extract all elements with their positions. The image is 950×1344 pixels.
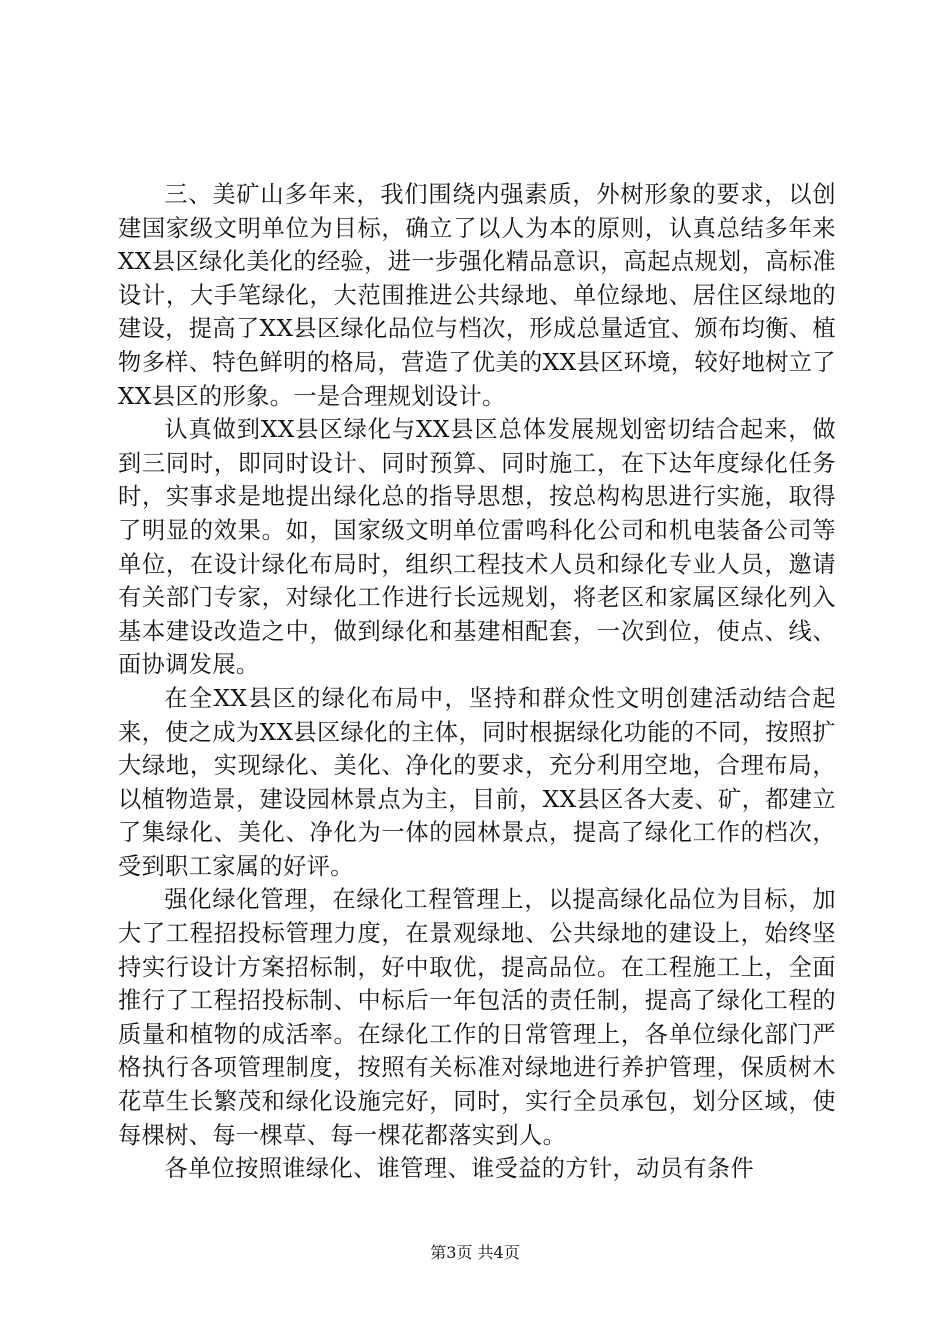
paragraph-1: 三、美矿山多年来，我们围绕内强素质，外树形象的要求，以创建国家级文明单位为目标，确立了以人为本的原则，认真总结多年来XX县区绿化美化的经验，进一步强化精品意识，高起点规划，高标准设计，大手笔绿化，大范围推进公共绿地、单位绿地、居住区绿地的建设，提高了XX县区绿化品位与档次，形成总量适宜、颁布均衡、植物多样、特色鲜明的格局，营造了优美的XX县区环境，较好地树立了XX县区的形象。一是合理规划设计。: [118, 181, 836, 410]
paragraph-2: 认真做到XX县区绿化与XX县区总体发展规划密切结合起来，做到三同时，即同时设计、同时预算、同时施工，在下达年度绿化任务时，实事求是地提出绿化总的指导思想，按总构构思进行实施，取得了明显的效果。如，国家级文明单位雷鸣科化公司和机电装备公司等单位，在设计绿化布局时，组织工程技术人员和绿化专业人员，邀请有关部门专家，对绿化工作进行长远规划，将老区和家属区绿化列入基本建设改造之中，做到绿化和基建相配套，一次到位，使点、线、面协调发展。: [118, 416, 836, 679]
paragraph-3: 在全XX县区的绿化布局中，坚持和群众性文明创建活动结合起来，使之成为XX县区绿化的主体，同时根据绿化功能的不同，按照扩大绿地，实现绿化、美化、净化的要求，充分利用空地，合理布局，以植物造景，建设园林景点为主，目前，XX县区各大麦、矿，都建立了集绿化、美化、净化为一体的园林景点，提高了绿化工作的档次，受到职工家属的好评。: [118, 684, 836, 880]
page-number-footer: 第3页 共4页: [430, 1243, 520, 1262]
paragraph-4: 强化绿化管理，在绿化工程管理上，以提高绿化品位为目标，加大了工程招投标管理力度，在景观绿地、公共绿地的建设上，始终坚持实行设计方案招标制，好中取优，提高品位。在工程施工上，全面推行了工程招投标制、中标后一年包活的责任制，提高了绿化工程的质量和植物的成活率。在绿化工作的日常管理上，各单位绿化部门严格执行各项管理制度，按照有关标准对绿地进行养护管理，保质树木花草生长繁茂和绿化设施完好，同时，实行全员承包，划分区域，使每棵树、每一棵草、每一棵花都落实到人。: [118, 886, 836, 1149]
paragraph-5: 各单位按照谁绿化、谁管理、谁受益的方针，动员有条件: [164, 1155, 755, 1183]
document-body: [118, 178, 836, 1186]
